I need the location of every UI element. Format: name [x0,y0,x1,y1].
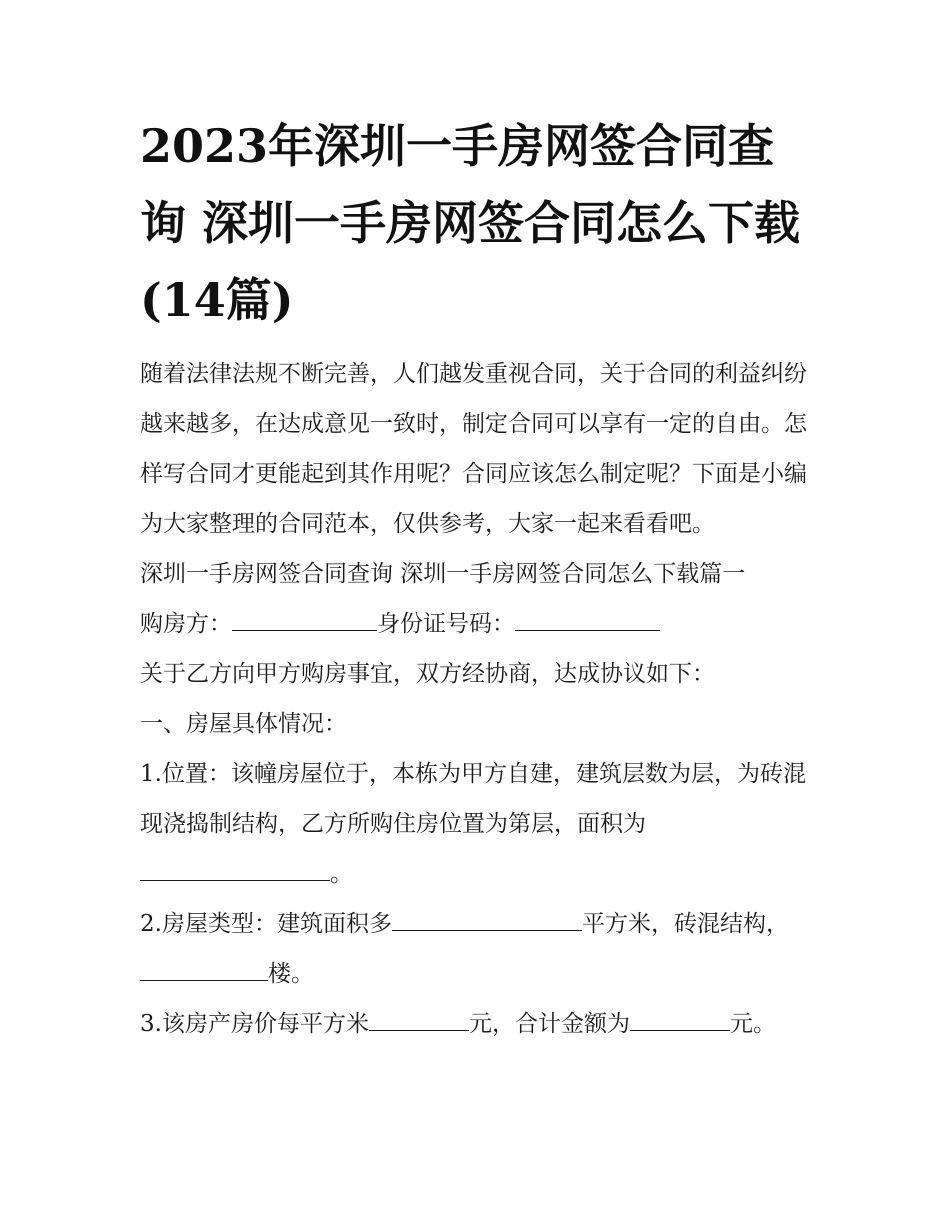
agreement-intro: 关于乙方向甲方购房事宜，双方经协商，达成协议如下： [140,661,715,687]
id-label: 身份证号码： [377,611,515,637]
item-3-prefix: 3.该房产房价每平方米 [140,1011,369,1037]
section-heading: 深圳一手房网签合同查询 深圳一手房网签合同怎么下载篇一 [140,561,746,587]
unit-price-blank [369,1010,469,1031]
id-number-blank [515,610,660,631]
item-3-price [140,999,812,1049]
item-1-location [140,749,812,899]
building-blank [140,960,268,981]
floor-area-blank [392,910,582,931]
item-3-end: 元。 [729,1011,776,1037]
document-title: 2023年深圳一手房网签合同查询 深圳一手房网签合同怎么下载(14篇) [140,119,801,327]
document-page [140,108,812,1049]
item-1-text: 1.位置：该幢房屋位于，本栋为甲方自建，建筑层数为层，为砖混现浇捣制结构，乙方所购住房位置为第层，面积为 [140,761,806,837]
item-3-mid: 元，合计金额为 [468,1011,630,1037]
item-2-prefix: 2.房屋类型：建筑面积多 [140,911,392,937]
buyer-name-blank [232,610,377,631]
buyer-line [140,599,812,649]
item-2-end: 楼。 [268,961,314,987]
house-heading: 一、房屋具体情况： [140,711,347,737]
buyer-label: 购房方： [140,611,232,637]
intro-paragraph: 随着法律法规不断完善，人们越发重视合同，关于合同的利益纠纷越来越多，在达成意见一致时，制定合同可以享有一定的自由。怎样写合同才更能起到其作用呢？合同应该怎么制定呢？下面是小编为大家整理的合同范本，仅供参考，大家一起来看看吧。 [140,361,807,537]
area-blank [140,860,330,881]
item-2-mid: 平方米，砖混结构， [581,911,789,937]
document-body [140,349,812,1049]
item-1-end: 。 [330,861,353,887]
item-2-house-type [140,899,812,999]
total-amount-blank [630,1010,730,1031]
